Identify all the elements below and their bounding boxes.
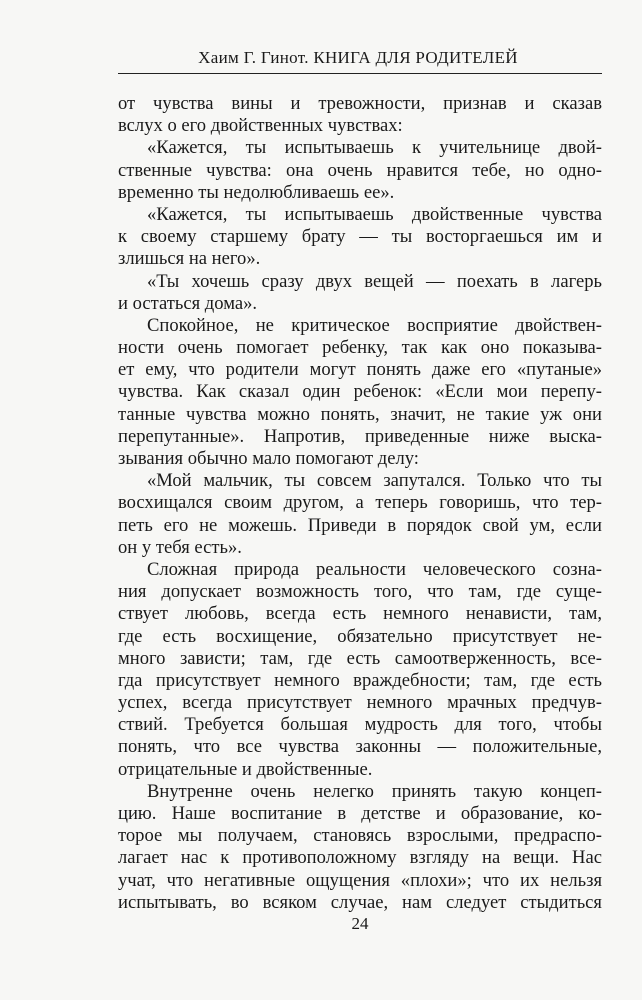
text-line: Сложная природа реальности человеческого созна- xyxy=(147,558,602,580)
text-line: много зависти; там, где есть самоотверженность, все- xyxy=(118,647,602,669)
text-line: ственные чувства: она очень нравится тебе, но одно- xyxy=(118,159,602,181)
text-line: учат, что негативные ощущения «плохи»; что их нельзя xyxy=(118,869,602,891)
text-line: «Ты хочешь сразу двух вещей — поехать в лагерь xyxy=(147,270,602,292)
text-line: Спокойное, не критическое восприятие двойствен- xyxy=(147,314,602,336)
paragraph-quote xyxy=(118,470,602,559)
text-line: «Кажется, ты испытываешь к учительнице двой- xyxy=(147,137,602,159)
paragraph-quote xyxy=(118,137,602,204)
page-number: 24 xyxy=(351,914,369,933)
text-line: Внутренне очень нелегко принять такую концеп- xyxy=(147,780,602,802)
text-line: и остаться дома». xyxy=(118,292,258,314)
text-line: злишься на него». xyxy=(118,248,261,270)
text-line: восхищался своим другом, а теперь говоришь, что тер- xyxy=(118,492,602,514)
text-line: он у тебя есть». xyxy=(118,536,242,558)
text-line: «Мой мальчик, ты совсем запутался. Только что ты xyxy=(147,470,602,492)
text-line: торое мы получаем, становясь взрослыми, предраспо- xyxy=(118,825,602,847)
text-line: ния допускает возможность того, что там, где суще- xyxy=(118,581,602,603)
text-line: к своему старшему брату — ты восторгаешься им и xyxy=(118,226,602,248)
paragraph xyxy=(118,315,602,470)
text-line: ствий. Требуется большая мудрость для того, чтобы xyxy=(118,714,602,736)
text-line: петь его не можешь. Приведи в порядок свой ум, если xyxy=(118,514,602,536)
text-line: ности очень помогает ребенку, так как оно показыва- xyxy=(118,337,602,359)
text-line: зывания обычно мало помогают делу: xyxy=(118,448,419,469)
text-line: гда присутствует немного враждебности; там, где есть xyxy=(118,669,602,691)
running-header: Хаим Г. Гинот. КНИГА ДЛЯ РОДИТЕЛЕЙ xyxy=(198,48,518,67)
text-line: цию. Наше воспитание в детстве и образование, ко- xyxy=(118,803,602,824)
header-rule xyxy=(118,73,602,74)
text-line: успех, всегда присутствует немного мрачных предчув- xyxy=(118,692,602,714)
text-line: лагает нас к противоположному взгляду на вещи. Нас xyxy=(118,847,602,869)
text-line: «Кажется, ты испытываешь двойственные чувства xyxy=(147,203,602,225)
paragraph-quote xyxy=(118,271,602,315)
text-line: отрицательные и двойственные. xyxy=(118,758,373,780)
text-line: где есть восхищение, обязательно присутствует не- xyxy=(118,625,602,647)
text-line: танные чувства можно понять, значит, не такие уж они xyxy=(118,403,602,425)
paragraph xyxy=(118,559,602,781)
paragraph xyxy=(118,781,602,914)
paragraph-quote xyxy=(118,204,602,271)
text-line: ет ему, что родители могут понять даже его «путаные» xyxy=(118,359,602,381)
text-line: вслух о его двойственных чувствах: xyxy=(118,115,403,137)
text-line: временно ты недолюбливаешь ее». xyxy=(118,181,395,203)
text-line: испытывать, во всяком случае, нам следует стыдиться xyxy=(118,891,602,913)
text-line: перепутанные». Напротив, приведенные ниже выска- xyxy=(118,425,602,447)
paragraph-continuation xyxy=(118,93,602,137)
text-line: ствует любовь, всегда есть немного ненависти, там, xyxy=(118,603,602,625)
text-line: понять, что все чувства законны — положительные, xyxy=(118,736,602,758)
text-line: чувства. Как сказал один ребенок: «Если мои перепу- xyxy=(118,381,602,403)
body-text xyxy=(118,93,602,914)
text-line: от чувства вины и тревожности, признав и сказав xyxy=(118,93,602,114)
